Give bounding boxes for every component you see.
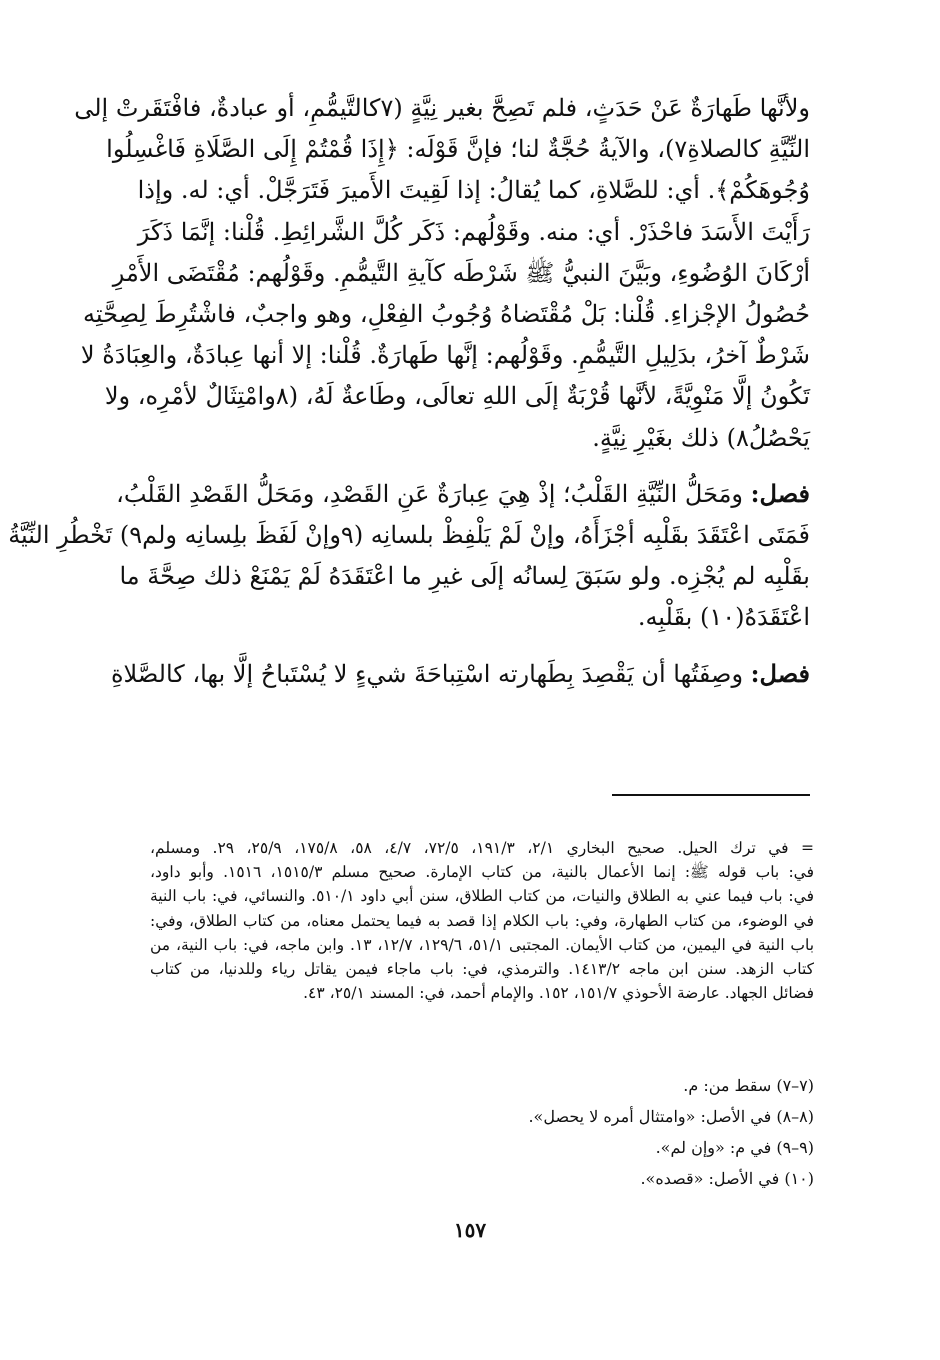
footnote-divider	[612, 794, 810, 796]
section-text: وصِفَتُها أن يَقْصِدَ بِطَهارته اسْتِباحَةَ شيءٍ لا يُسْتَباحُ إلَّا بها، كالصَّلاةِ	[110, 659, 744, 688]
footnote-line: في الوضوء، من كتاب الطهارة، وفي: باب الكلام إذا قصد به فيما يحتمل معناه، من كتاب الطلاق، وفي:	[150, 911, 814, 930]
text-line: رَأَيْتَ الأَسَدَ فاحْذَرْ. أي: منه. وقَوْلُهم: ذَكَر كُلَّ الشَّرائِطِ. قُلْنا: إنَّمَا ذَكَرَ	[137, 217, 810, 246]
footnotes-list	[150, 1070, 814, 1194]
footnote-line: فضائل الجهاد. عارضة الأحوذي ١٥١/٧، ١٥٢. والإمام أحمد، في: المسند ٢٥/١، ٤٣.	[303, 984, 814, 1003]
footnote-item: (٩–٩) في م: «وإن لم».	[655, 1138, 814, 1157]
text-line: النِّيَّةِ كالصلاةِ٧)، والآيةُ حُجَّةٌ لنا؛ فإنَّ قَوْلَه: ﴿إِذَا قُمْتُمْ إِلَى الصَّلَاةِ فَاغْسِلُوا	[106, 135, 810, 164]
footnote-item: (١٠) في الأصل: «قصده».	[640, 1169, 814, 1188]
text-line	[116, 473, 810, 515]
section-heading: فصل:	[750, 478, 810, 508]
text-line: اعْتَقَدَهُ(١٠) بقَلْبِه.	[637, 603, 810, 632]
footnote-line: باب النية في اليمين، من كتاب الأيمان. المجتبى ٥١/١، ١٢٩/٦، ١٢/٧، ١٣. وابن ماجه، في: باب النية، من	[150, 935, 815, 954]
page-number: ١٥٧	[453, 1218, 487, 1242]
text-line	[110, 653, 810, 695]
footnote-line: في: باب قوله ﷺ: إنما الأعمال بالنية، من كتاب الإمارة. صحيح مسلم ١٥١٥/٣، ١٥١٦. وأبو داود،	[150, 863, 814, 882]
section-heading: فصل:	[750, 658, 810, 688]
footnote-item: (٧–٧) سقط من: م.	[683, 1076, 814, 1095]
text-line: يَحْصُلُ٨) ذلك بغَيْرِ نِيَّةٍ.	[592, 423, 810, 452]
text-line: أرْكَانَ الوُضُوءِ، وبَيَّنَ النبيُّ ﷺ شَرْطَه كآيةِ التَّيمُّمِ. وقَوْلُهم: مُقْتَضَى الأَمْرِ	[112, 258, 810, 287]
text-line: وُجُوهَكُمْ﴾. أي: للصَّلاةِ، كما يُقالُ: إذا لَقِيتَ الأَميرَ فَتَرَجَّلْ. أي: له. وإذا	[137, 176, 810, 205]
section-text: ومَحَلُّ النِّيَّةِ القَلْبُ؛ إذْ هِيَ عِبارَةٌ عَنِ القَصْدِ، ومَحَلُّ القَصْدِ القَلْبُ،	[116, 479, 744, 508]
footnote-item: (٨–٨) في الأصل: «وامتثال أمره لا يحصل».	[528, 1107, 814, 1126]
main-text	[8, 88, 810, 695]
footnote-line: = في ترك الحيل. صحيح البخاري ٢/١، ١٩١/٣، ٧٢/٥، ٤/٧، ٥٨، ١٧٥/٨، ٢٥/٩، ٢٩. ومسلم،	[150, 839, 815, 857]
text-line: شَرْطٌ آخرُ، بدَلِيلِ التَّيمُّمِ. وقَوْلُهم: إنَّها طَهارَةٌ. قُلْنا: إلا أنها عِبادَةٌ، والعِبَادَةُ لا	[80, 341, 810, 370]
text-line: فَمَتَى اعْتَقَدَ بقَلْبِه أجْزَأَهُ، وإنْ لَمْ يَلْفِظْ بلسانِه (٩وإنْ لَفَظَ بلِسانِه ولم٩) تَخْطُرِ النِّيَّةُ	[8, 521, 810, 550]
text-line: ولأنَّها طَهارَةٌ عَنْ حَدَثٍ، فلم تَصِحَّ بغير نِيَّةٍ (٧كالتَّيمُّمِ، أو عبادةٌ، فافْتَقَرتْ إلى	[74, 94, 810, 122]
footnotes-continuation	[150, 836, 814, 1005]
text-line: حُصُولُ الإجْزاءِ. قُلْنا: بَلْ مُقْتَضاهُ وُجُوبُ الفِعْلِ، وهو واجبٌ، فاشْتُرِطَ لِصِحَّتِه	[82, 300, 810, 329]
text-line: بقَلْبِه لم يُجْزِه. ولو سَبَقَ لِسانُه إلَى غيرِ ما اعْتَقَدَهُ لَمْ يَمْنَعْ ذلك صِحَّةَ ما	[119, 562, 810, 591]
footnote-line: كتاب الزهد. سنن ابن ماجه ١٤١٣/٢. والترمذي، في: باب ماجاء فيمن يقاتل رياء وللدنيا، من كتاب	[150, 960, 815, 979]
footnote-line: في: باب فيما عني به الطلاق والنيات، من كتاب الطلاق، سنن أبي داود ٥١٠/١. والنسائي، في: باب النية	[150, 887, 814, 906]
text-line: تَكُونُ إلَّا مَنْوِيَّةً، لأنَّها قُرْبَةٌ إلَى اللهِ تعالَى، وطَاعةٌ لَهُ، (٨وامْتِثَالٌ لأمْرِه، ولا	[104, 382, 810, 411]
